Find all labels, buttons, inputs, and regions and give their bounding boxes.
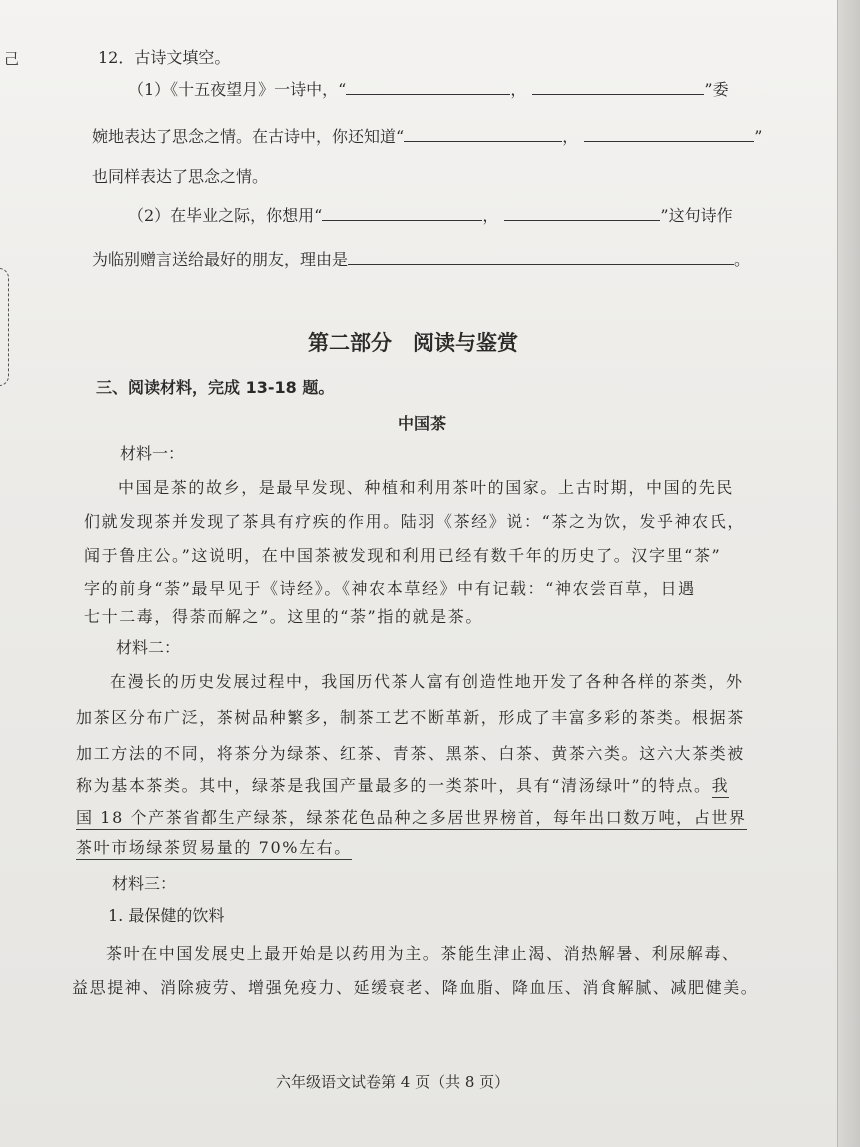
q12-part1-line3: 也同样表达了思念之情。: [92, 167, 269, 186]
material3-line: 益思提神、消除疲劳、增强免疫力、延缓衰老、降血脂、降血压、消食解腻、减肥健美。: [72, 978, 759, 997]
answer-blank-1[interactable]: [346, 80, 510, 95]
material1-line: 中国是茶的故乡，是最早发现、种植和利用茶叶的国家。上古时期，中国的先民: [118, 478, 735, 497]
q12-part1-line1: [128, 80, 729, 100]
answer-blank-5[interactable]: [322, 206, 482, 221]
material2-line: 在漫长的历史发展过程中，我国历代茶人富有创造性地开发了各种各样的茶类，外: [110, 672, 744, 691]
material2-line: 加茶区分布广泛，茶树品种繁多，制茶工艺不断革新，形成了丰富多彩的茶类。根据茶: [76, 708, 745, 727]
comma: ，: [562, 127, 579, 146]
material1-label: 材料一：: [120, 444, 185, 463]
q12-part2-text: 为临别赠言送给最好的朋友，理由是: [92, 250, 349, 269]
underlined-text-start: 我: [712, 776, 730, 798]
binding-margin-box: [0, 268, 9, 386]
article-title: 中国茶: [398, 414, 447, 433]
close-quote: ”: [754, 127, 763, 146]
material3-line: 茶叶在中国发展史上最开始是以药用为主。茶能生津止渴、消热解暑、利尿解毒、: [106, 944, 740, 963]
material2-line4: [76, 776, 729, 796]
part2-title: 第二部分 阅读与鉴赏: [308, 331, 518, 355]
material1-line: 字的前身“荼”最早见于《诗经》。《神农本草经》中有记载：“神农尝百草，日遇: [84, 579, 696, 598]
underlined-text: 国 18 个产茶省都生产绿茶，绿茶花色品种之多居世界榜首，每年出口数万吨，占世界: [76, 808, 747, 830]
section3-instruction: 三、阅读材料，完成 13-18 题。: [96, 378, 335, 397]
q12-part2-end: ”这句诗作: [660, 206, 733, 225]
q12-part1-line2: [92, 127, 762, 147]
q12-part1-text: 婉地表达了思念之情。在古诗中，你还知道“: [92, 127, 405, 146]
q12-part1-end: ”委: [704, 80, 729, 99]
material2-line6-underlined: [76, 838, 352, 858]
material2-line5-underlined: [76, 808, 747, 828]
q12-part2-line2: [92, 250, 750, 270]
next-page-edge: [837, 0, 860, 1147]
margin-character: 己: [4, 50, 20, 68]
answer-blank-4[interactable]: [584, 127, 754, 142]
material3-subtitle: 1. 最保健的饮料: [108, 906, 225, 925]
underlined-text-end: 茶叶市场绿茶贸易量的 70%左右。: [76, 838, 352, 860]
q12-part2-line1: [128, 206, 733, 226]
answer-blank-2[interactable]: [532, 80, 704, 95]
material2-line: 加工方法的不同，将茶分为绿茶、红茶、青茶、黑茶、白茶、黄茶六类。这六大茶类被: [76, 744, 745, 763]
answer-blank-3[interactable]: [404, 127, 562, 142]
comma: ，: [482, 206, 499, 225]
material1-line: 闻于鲁庄公。”这说明，在中国茶被发现和利用已经有数千年的历史了。汉字里“茶”: [84, 546, 722, 565]
material3-label: 材料三：: [112, 874, 177, 893]
answer-blank-reason[interactable]: [348, 250, 734, 265]
comma: ，: [510, 80, 527, 99]
material1-line: 七十二毒，得荼而解之”。这里的“荼”指的就是茶。: [84, 607, 483, 626]
material2-line4-text: 称为基本茶类。其中，绿茶是我国产量最多的一类茶叶，具有“清汤绿叶”的特点。: [76, 776, 712, 795]
period: 。: [734, 250, 751, 269]
answer-blank-6[interactable]: [504, 206, 660, 221]
q12-title: 12．古诗文填空。: [98, 48, 231, 67]
q12-part1-prompt: （1）《十五夜望月》一诗中，“: [128, 80, 347, 99]
page-footer: 六年级语文试卷第 4 页（共 8 页）: [276, 1073, 510, 1091]
q12-part2-prompt: （2）在毕业之际，你想用“: [128, 206, 323, 225]
material1-line: 们就发现茶并发现了茶具有疗疾的作用。陆羽《茶经》说：“茶之为饮，发乎神农氏，: [84, 512, 745, 531]
material2-label: 材料二：: [116, 638, 181, 657]
